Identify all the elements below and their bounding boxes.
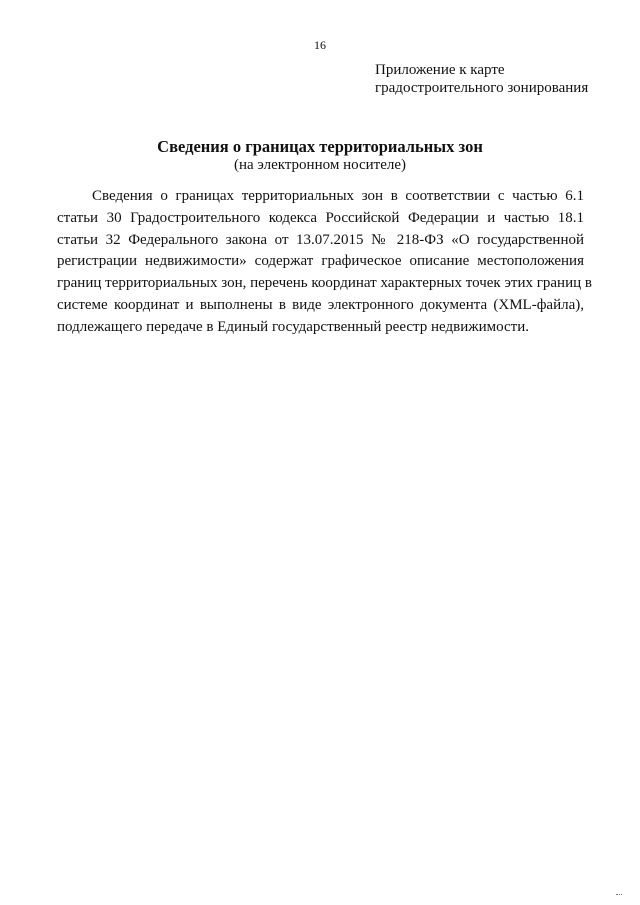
paragraph-line: Сведения о границах территориальных зон в соответствии с частью 6.1: [92, 188, 584, 204]
body-paragraph: [57, 186, 592, 339]
paragraph-line: статьи 30 Градостроительного кодекса Российской Федерации и частью 18.1: [57, 209, 584, 226]
paragraph-line: статьи 32 Федерального закона от 13.07.2015 № 218-ФЗ «О государственной: [57, 231, 584, 248]
appendix-note: [375, 61, 588, 97]
scan-corner-mark: [616, 894, 622, 897]
appendix-line-2: градостроительного зонирования: [375, 80, 589, 96]
page-number: 16: [314, 38, 326, 52]
paragraph-line: системе координат и выполнены в виде электронного документа (XML-файла),: [57, 296, 584, 313]
document-heading: [0, 137, 640, 174]
appendix-line-1: Приложение к карте: [375, 62, 505, 78]
document-subtitle: (на электронном носителе): [233, 157, 407, 173]
paragraph-line: границ территориальных зон, перечень координат характерных точек этих границ в: [57, 275, 592, 292]
paragraph-line: регистрации недвижимости» содержат графическое описание местоположения: [57, 253, 584, 270]
document-title: Сведения о границах территориальных зон: [157, 137, 483, 156]
paragraph-line: подлежащего передаче в Единый государственный реестр недвижимости.: [57, 318, 529, 335]
